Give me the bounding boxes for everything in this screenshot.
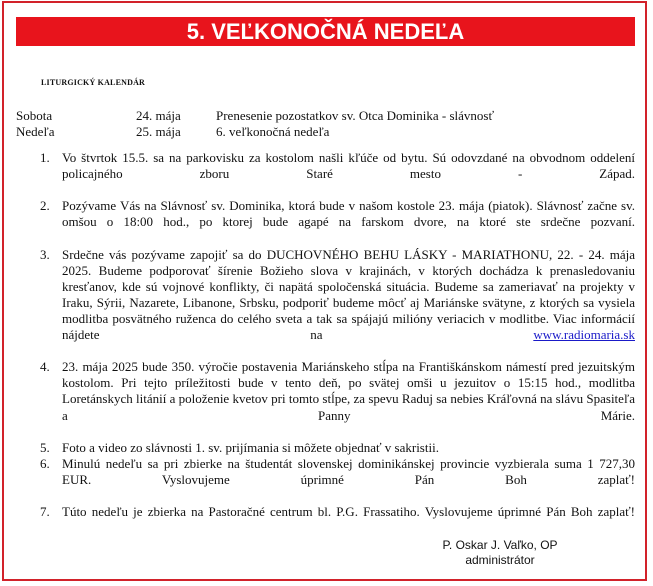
signature [420, 538, 580, 568]
calendar-date: 25. mája [136, 124, 181, 139]
item-number: 1. [40, 150, 50, 165]
item-text: Minulú nedeľu sa pri zbierke na študentát slovenskej dominikánskej provincie vyzbierala suma 1 727,30 EUR. Vyslovujeme úprimné Pán Boh zaplať! [62, 455, 635, 487]
item-text: 23. mája 2025 bude 350. výročie postavenia Mariánskeho stĺpa na Františkánskom námestí pred jezuitským kostolom. Pri tejto príležitosti bude v tento deň, po svätej omši u jezuitov o 15:15 hod., modlitba Loretánskych litánií a položenie kvetov pri tomto stĺpe, za spevu Raduj sa nebies Kráľovná na slávu Spasiteľa a Panny Márie. [62, 359, 635, 423]
announcement-item [40, 247, 635, 360]
item-number: 5. [40, 439, 50, 455]
calendar-date: 24. mája [136, 108, 181, 123]
item-number: 7. [40, 504, 50, 520]
calendar-label: LITURGICKÝ KALENDÁR [41, 78, 146, 87]
announcement-item [40, 198, 635, 246]
calendar-event: Prenesenie pozostatkov sv. Otca Dominika - slávnosť [216, 108, 495, 123]
announcement-item [40, 456, 635, 504]
calendar-day: Sobota [16, 108, 53, 123]
page-title: 5. VEĽKONOČNÁ NEDEĽA [16, 17, 635, 46]
announcement-list [40, 150, 635, 536]
signature-role: administrátor [465, 553, 535, 567]
calendar-event: 6. veľkonočná nedeľa [216, 124, 330, 139]
item-number: 2. [40, 198, 50, 214]
announcement-item [40, 440, 635, 456]
item-text: Vo štvrtok 15.5. sa na parkovisku za kostolom našli kľúče od bytu. Sú odovzdané na obvodnom oddelení policajného zboru Staré mesto - Západ. [62, 150, 635, 182]
item-number: 3. [40, 246, 50, 262]
item-number: 4. [40, 359, 50, 375]
item-text: Srdečne vás pozývame zapojiť sa do DUCHOVNÉHO BEHU LÁSKY - MARIATHONU, 22. - 24. mája 2025. Budeme podporovať šírenie Božieho slova v krajinách, v ktorých dochádza k prenasledovaniu kresťanov, kde sú vojnové konflikty, či napätá spoločenská situácia. Budeme sa zameriavať na projekty v Iraku, Sýrii, Nazarete, Libanone, Srbsku, podporiť budeme môcť aj Mariánske svätyne, z ktorých sa vysiela modlitba posvätného ruženca do celého sveta a tak sa spájajú milióny veriacich v modlitbe. Viac informácií nájdete na [62, 246, 635, 343]
item-number: 6. [40, 455, 50, 471]
item-text: Foto a video zo slávnosti 1. sv. prijímania si môžete objednať v sakristii. [62, 439, 439, 455]
announcement-item [40, 504, 635, 536]
calendar-day: Nedeľa [16, 124, 55, 139]
announcement-item [40, 150, 635, 198]
item-text: Pozývame Vás na Slávnosť sv. Dominika, ktorá bude v našom kostole 23. mája (piatok). Slávnosť začne sv. omšou o 18:00 hod., po ktorej bude agapé na farskom dvore, na ktoré ste srdečne pozvaní. [62, 198, 635, 230]
item-text: Túto nedeľu je zbierka na Pastoračné centrum bl. P.G. Frassatiho. Vyslovujeme úprimné Pán Boh zaplať! [62, 504, 635, 520]
announcement-item [40, 359, 635, 439]
radiomaria-link[interactable]: www.radiomaria.sk [533, 327, 635, 343]
signature-name: P. Oskar J. Vaľko, OP [442, 538, 558, 552]
